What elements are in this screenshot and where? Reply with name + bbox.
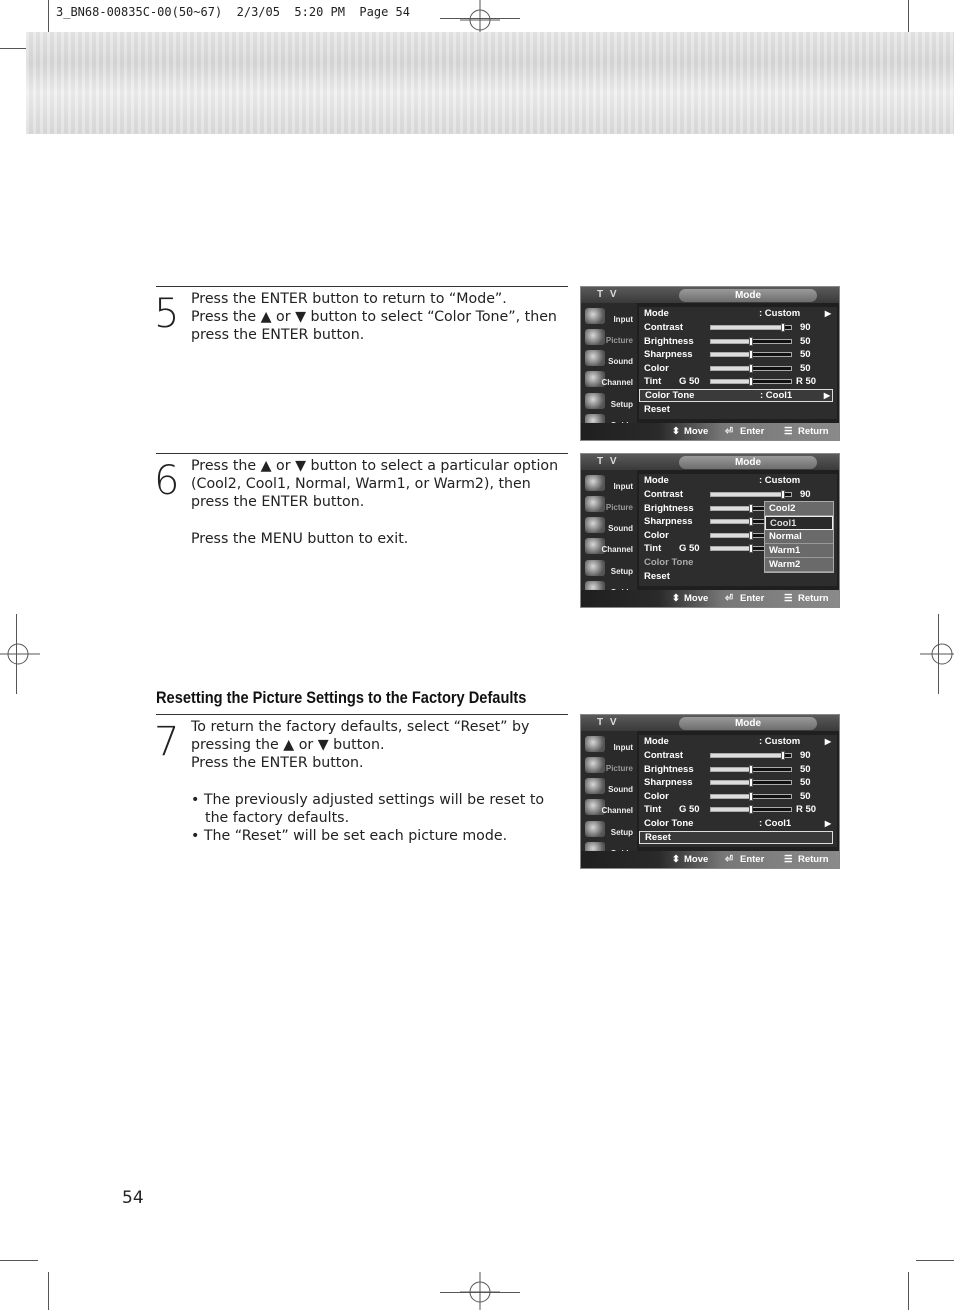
osd-row-tint[interactable] [639,375,833,388]
step-5-number: 5 [154,291,180,337]
printer-slug: 3_BN68-00835C-00(50~67) 2/3/05 5:20 PM Page 54 [56,5,411,19]
osd-row-value: 50 [800,363,811,374]
osd-row-label: Sharpness [644,777,693,788]
osd-row-value: 50 [800,349,811,360]
osd-title: Mode [679,289,817,302]
osd-screen-3 [580,714,840,869]
osd-row-label: Brightness [644,336,694,347]
osd-side-label: Setup [610,400,633,409]
sound-icon [585,778,605,794]
osd-row-label: Brightness [644,503,694,514]
osd-top-bar [581,287,839,303]
step-6-text [191,457,571,548]
osd-side-label: Sound [608,785,633,794]
sound-icon [585,350,605,366]
osd-side-item-channel[interactable] [583,798,635,818]
osd-row-value: : Custom [759,475,801,486]
osd-row-color-tone[interactable] [639,389,833,402]
osd-return-label: Return [798,593,829,604]
osd-row-color-tone[interactable] [639,817,833,830]
osd-row-value: : Custom [759,736,801,747]
osd-title: Mode [679,456,817,469]
osd-return-label: Return [798,426,829,437]
osd-return-label: Return [798,854,829,865]
osd-enter-label: Enter [740,854,765,865]
osd-side-item-setup[interactable] [583,392,635,412]
osd-side-label: Channel [601,806,633,815]
step-7-line-2: Press the ENTER button. [191,755,364,772]
osd-bottom-bar [581,851,839,868]
osd-row-label: Sharpness [644,516,693,527]
osd-move-label: Move [684,854,709,865]
osd-row-contrast[interactable] [639,488,833,501]
right-arrow-icon: ▶ [824,737,831,746]
input-icon [585,736,605,752]
step-6-line-2: Press the MENU button to exit. [191,530,409,547]
osd-row-label: Mode [644,308,669,319]
picture-icon [585,496,605,512]
picture-icon [585,757,605,773]
osd-row-value: : Custom [759,308,801,319]
osd-option-cool2[interactable]: Cool2 [765,502,833,516]
osd-row-value: 90 [800,750,811,761]
osd-side-item-picture[interactable] [583,495,635,515]
step-6-rule [156,453,568,454]
osd-slider[interactable] [710,807,792,812]
osd-side-label: Picture [605,336,633,345]
osd-side-item-setup[interactable] [583,820,635,840]
osd-row-label: Contrast [644,750,684,761]
osd-color-tone-dropdown[interactable] [764,501,834,573]
osd-top-bar [581,715,839,731]
registration-mark-left [0,634,40,674]
osd-row-value: 50 [800,791,811,802]
osd-row-value: 90 [800,322,811,333]
osd-row-label: Mode [644,736,669,747]
osd-row-reset[interactable] [639,403,833,416]
osd-top-bar [581,454,839,470]
osd-side-label: Setup [610,567,633,576]
osd-row-label: Color [644,530,669,541]
picture-icon [585,329,605,345]
step-7-rule [156,714,568,715]
sound-icon [585,517,605,533]
osd-row-label: Sharpness [644,349,693,360]
osd-screen-1 [580,286,840,441]
setup-icon [585,821,605,837]
osd-row-value: : Cool1 [760,390,793,401]
osd-row-label: Reset [645,832,671,843]
osd-row-value: 50 [800,777,811,788]
osd-row-brightness[interactable] [639,335,833,348]
osd-slider[interactable] [710,352,792,357]
osd-tint-right: R 50 [796,804,817,815]
move-icon: ⬍ [672,854,680,865]
osd-slider[interactable] [710,366,792,371]
osd-row-label: Contrast [644,322,684,333]
osd-side-label: Input [613,315,633,324]
menu-icon: ☰ [784,593,793,604]
osd-row-sharpness[interactable] [639,776,833,789]
osd-row-mode[interactable] [639,474,833,487]
osd-row-contrast[interactable] [639,321,833,334]
setup-icon [585,560,605,576]
osd-side-item-channel[interactable] [583,537,635,557]
osd-side-item-picture[interactable] [583,756,635,776]
osd-row-label: Mode [644,475,669,486]
osd-side-label: Setup [610,828,633,837]
registration-mark-bottom [460,1272,500,1310]
input-icon [585,308,605,324]
step-5-line-1: Press the ENTER button to return to “Mode”. [191,291,507,307]
osd-row-color[interactable] [639,790,833,803]
osd-option-warm2[interactable]: Warm2 [765,558,833,572]
osd-move-label: Move [684,593,709,604]
osd-row-label: Color [644,791,669,802]
right-arrow-icon: ▶ [824,819,831,828]
osd-tint-right: R 50 [796,376,817,387]
osd-row-label: Tint [644,376,662,387]
osd-side-menu [581,470,637,608]
step-6-line-1: Press the ▲ or ▼ button to select a particular option (Cool2, Cool1, Normal, Warm1, or Warm2), then press the ENTER button. [191,458,559,511]
osd-option-warm1[interactable]: Warm1 [765,544,833,558]
enter-icon: ⏎ [725,426,733,437]
menu-icon: ☰ [784,426,793,437]
osd-slider[interactable] [710,794,792,799]
osd-row-label: Contrast [644,489,684,500]
section-heading: Resetting the Picture Settings to the Factory Defaults [156,688,527,707]
step-7-line-1: To return the factory defaults, select “Reset” by pressing the ▲ or ▼ button. [191,719,530,754]
step-7-text [191,718,571,845]
osd-row-color[interactable] [639,362,833,375]
step-7-bullet-1: • The previously adjusted settings will be reset to the factory defaults. [191,791,545,826]
osd-slider[interactable] [710,339,792,344]
osd-side-label: Sound [608,357,633,366]
osd-side-label: Channel [601,378,633,387]
osd-slider[interactable] [710,753,792,758]
osd-side-item-sound[interactable] [583,777,635,797]
osd-side-item-input[interactable] [583,735,635,755]
osd-row-sharpness[interactable] [639,348,833,361]
osd-side-label: Sound [608,524,633,533]
osd-row-label: Brightness [644,764,694,775]
osd-side-label: Channel [601,545,633,554]
move-icon: ⬍ [672,426,680,437]
page-number: 54 [122,1188,144,1208]
step-7-number: 7 [154,719,180,765]
osd-row-value: : Cool1 [759,818,792,829]
osd-tv-label: T V [597,456,619,467]
osd-tv-label: T V [597,717,619,728]
osd-slider[interactable] [710,780,792,785]
osd-menu-panel [639,735,837,847]
osd-row-brightness[interactable] [639,763,833,776]
step-5-text [191,290,571,345]
osd-slider[interactable] [710,325,792,330]
osd-row-label: Reset [644,404,670,415]
osd-side-item-input[interactable] [583,474,635,494]
osd-side-item-picture[interactable] [583,328,635,348]
osd-row-label: Color Tone [644,557,694,568]
osd-side-item-channel[interactable] [583,370,635,390]
osd-row-reset[interactable] [639,831,833,844]
osd-slider[interactable] [710,767,792,772]
right-arrow-icon: ▶ [823,391,830,400]
osd-tv-label: T V [597,289,619,300]
osd-row-value: 90 [800,489,811,500]
osd-side-menu [581,303,637,441]
header-band [26,32,954,134]
osd-row-label: Color Tone [645,390,695,401]
osd-row-label: Color [644,363,669,374]
osd-row-label: Reset [644,571,670,582]
input-icon [585,475,605,491]
osd-side-label: Picture [605,764,633,773]
step-5-line-2: Press the ▲ or ▼ button to select “Color Tone”, then press the ENTER button. [191,309,557,344]
osd-bottom-bar [581,423,839,440]
osd-row-mode[interactable] [639,735,833,748]
osd-row-label: Tint [644,804,662,815]
menu-icon: ☰ [784,854,793,865]
osd-row-label: Color Tone [644,818,694,829]
osd-option-cool1[interactable]: Cool1 [765,516,833,530]
enter-icon: ⏎ [725,593,733,604]
osd-side-label: Input [613,743,633,752]
osd-option-normal[interactable]: Normal [765,530,833,544]
osd-side-item-input[interactable] [583,307,635,327]
enter-icon: ⏎ [725,854,733,865]
osd-side-item-sound[interactable] [583,516,635,536]
osd-row-tint[interactable] [639,803,833,816]
setup-icon [585,393,605,409]
osd-row-label: Tint [644,543,662,554]
osd-side-menu [581,731,637,869]
registration-mark-right [920,634,954,674]
step-7-bullet-2: • The “Reset” will be set each picture mode. [191,828,508,845]
osd-side-label: Input [613,482,633,491]
osd-row-value: 50 [800,336,811,347]
osd-tint-left: G 50 [679,376,700,387]
osd-side-item-sound[interactable] [583,349,635,369]
step-5-rule [156,286,568,287]
osd-enter-label: Enter [740,426,765,437]
osd-row-contrast[interactable] [639,749,833,762]
move-icon: ⬍ [672,593,680,604]
right-arrow-icon: ▶ [824,309,831,318]
osd-side-label: Picture [605,503,633,512]
step-6-number: 6 [154,458,180,504]
osd-row-value: 50 [800,764,811,775]
osd-side-item-setup[interactable] [583,559,635,579]
osd-tint-left: G 50 [679,543,700,554]
osd-slider[interactable] [710,492,792,497]
osd-slider[interactable] [710,379,792,384]
osd-bottom-bar [581,590,839,607]
osd-menu-panel [639,307,837,419]
osd-row-mode[interactable] [639,307,833,320]
osd-move-label: Move [684,426,709,437]
osd-enter-label: Enter [740,593,765,604]
osd-title: Mode [679,717,817,730]
osd-tint-left: G 50 [679,804,700,815]
osd-screen-2 [580,453,840,608]
